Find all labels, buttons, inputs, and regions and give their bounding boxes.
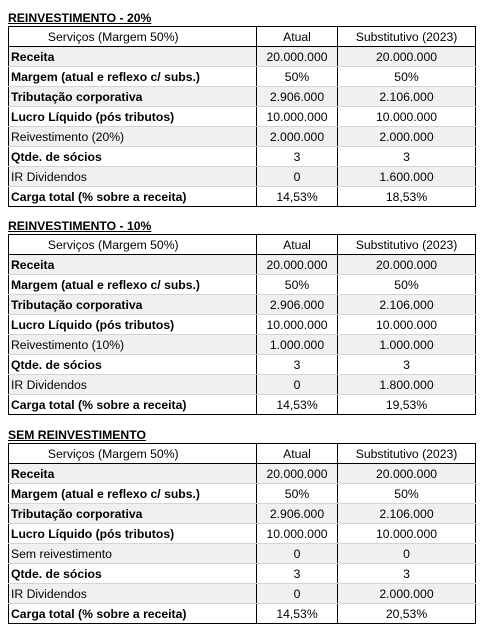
value-substitutivo: 20.000.000: [338, 464, 476, 484]
row-label: Tributação corporativa: [9, 87, 218, 107]
section-reinvestimento-20: [8, 10, 476, 207]
value-atual: 20.000.000: [257, 464, 338, 484]
column-header-atual: Atual: [257, 444, 338, 464]
table-row: [9, 504, 476, 524]
column-header-substitutivo: Substitutivo (2023): [338, 27, 476, 47]
table-row: [9, 584, 476, 604]
row-label: Receita: [9, 464, 218, 484]
table-row: [9, 395, 476, 415]
row-label: Qtde. de sócios: [9, 147, 218, 167]
value-substitutivo: 2.000.000: [338, 127, 476, 147]
row-label: Lucro Líquido (pós tributos): [9, 524, 218, 544]
value-atual: 50%: [257, 275, 338, 295]
table-row: [9, 255, 476, 275]
table-row: [9, 295, 476, 315]
value-substitutivo: 50%: [338, 275, 476, 295]
section-title: SEM REINVESTIMENTO: [8, 428, 146, 442]
value-atual: 14,53%: [257, 187, 338, 207]
value-atual: 0: [257, 167, 338, 187]
value-substitutivo: 10.000.000: [338, 107, 476, 127]
row-label: Carga total (% sobre a receita): [9, 395, 218, 415]
table-row: [9, 484, 476, 504]
value-atual: 0: [257, 375, 338, 395]
comparison-table: [8, 234, 476, 415]
value-substitutivo: 10.000.000: [338, 315, 476, 335]
table-row: [9, 47, 476, 67]
value-substitutivo: 19,53%: [338, 395, 476, 415]
value-substitutivo: 50%: [338, 484, 476, 504]
table-row: [9, 127, 476, 147]
row-label: Margem (atual e reflexo c/ subs.): [9, 67, 218, 87]
table-header-row: [9, 444, 476, 464]
value-substitutivo: 10.000.000: [338, 524, 476, 544]
value-atual: 20.000.000: [257, 47, 338, 67]
value-substitutivo: 3: [338, 147, 476, 167]
value-substitutivo: 20.000.000: [338, 47, 476, 67]
column-header-atual: Atual: [257, 27, 338, 47]
row-label: Lucro Líquido (pós tributos): [9, 315, 218, 335]
table-row: [9, 147, 476, 167]
value-substitutivo: 3: [338, 355, 476, 375]
value-atual: 1.000.000: [257, 335, 338, 355]
value-atual: 2.906.000: [257, 504, 338, 524]
value-atual: 3: [257, 355, 338, 375]
row-label: IR Dividendos: [9, 375, 218, 395]
row-label: Margem (atual e reflexo c/ subs.): [9, 275, 218, 295]
value-atual: 14,53%: [257, 604, 338, 624]
row-label: Margem (atual e reflexo c/ subs.): [9, 484, 218, 504]
column-header-label: Serviços (Margem 50%): [9, 235, 218, 255]
value-substitutivo: 1.600.000: [338, 167, 476, 187]
value-substitutivo: 20,53%: [338, 604, 476, 624]
column-header-label: Serviços (Margem 50%): [9, 444, 218, 464]
row-label: Carga total (% sobre a receita): [9, 604, 218, 624]
value-atual: 3: [257, 564, 338, 584]
row-label: Qtde. de sócios: [9, 355, 218, 375]
value-atual: 2.906.000: [257, 295, 338, 315]
table-row: [9, 87, 476, 107]
table-header-row: [9, 235, 476, 255]
table-row: [9, 275, 476, 295]
column-header-label: Serviços (Margem 50%): [9, 27, 218, 47]
value-atual: 3: [257, 147, 338, 167]
table-row: [9, 564, 476, 584]
row-label: Lucro Líquido (pós tributos): [9, 107, 218, 127]
value-substitutivo: 2.000.000: [338, 584, 476, 604]
value-atual: 0: [257, 544, 338, 564]
row-label: Reivestimento (10%): [9, 335, 218, 355]
value-atual: 2.000.000: [257, 127, 338, 147]
table-row: [9, 315, 476, 335]
comparison-table: [8, 443, 476, 624]
row-label: Carga total (% sobre a receita): [9, 187, 218, 207]
row-label: Receita: [9, 47, 218, 67]
section-title: REINVESTIMENTO - 20%: [8, 11, 152, 25]
table-row: [9, 544, 476, 564]
table-row: [9, 355, 476, 375]
table-row: [9, 187, 476, 207]
table-row: [9, 524, 476, 544]
value-atual: 50%: [257, 67, 338, 87]
value-substitutivo: 2.106.000: [338, 504, 476, 524]
value-atual: 14,53%: [257, 395, 338, 415]
value-substitutivo: 3: [338, 564, 476, 584]
row-label: IR Dividendos: [9, 584, 218, 604]
row-label: Qtde. de sócios: [9, 564, 218, 584]
value-atual: 10.000.000: [257, 315, 338, 335]
section-sem-reinvestimento: [8, 427, 476, 624]
value-atual: 20.000.000: [257, 255, 338, 275]
value-substitutivo: 2.106.000: [338, 295, 476, 315]
column-header-substitutivo: Substitutivo (2023): [338, 444, 476, 464]
table-header-row: [9, 27, 476, 47]
value-atual: 50%: [257, 484, 338, 504]
section-title: REINVESTIMENTO - 10%: [8, 219, 152, 233]
table-row: [9, 375, 476, 395]
row-label: Reivestimento (20%): [9, 127, 218, 147]
value-atual: 0: [257, 584, 338, 604]
table-row: [9, 464, 476, 484]
value-substitutivo: 18,53%: [338, 187, 476, 207]
column-header-substitutivo: Substitutivo (2023): [338, 235, 476, 255]
value-substitutivo: 50%: [338, 67, 476, 87]
column-header-atual: Atual: [257, 235, 338, 255]
value-atual: 10.000.000: [257, 107, 338, 127]
row-label: IR Dividendos: [9, 167, 218, 187]
value-substitutivo: 2.106.000: [338, 87, 476, 107]
table-row: [9, 335, 476, 355]
table-row: [9, 167, 476, 187]
value-substitutivo: 20.000.000: [338, 255, 476, 275]
row-label: Tributação corporativa: [9, 295, 218, 315]
comparison-table: [8, 26, 476, 207]
row-label: Tributação corporativa: [9, 504, 218, 524]
table-row: [9, 107, 476, 127]
section-reinvestimento-10: [8, 218, 476, 415]
value-substitutivo: 1.800.000: [338, 375, 476, 395]
value-substitutivo: 1.000.000: [338, 335, 476, 355]
value-atual: 10.000.000: [257, 524, 338, 544]
table-row: [9, 604, 476, 624]
row-label: Receita: [9, 255, 218, 275]
table-row: [9, 67, 476, 87]
value-substitutivo: 0: [338, 544, 476, 564]
value-atual: 2.906.000: [257, 87, 338, 107]
row-label: Sem reivestimento: [9, 544, 218, 564]
